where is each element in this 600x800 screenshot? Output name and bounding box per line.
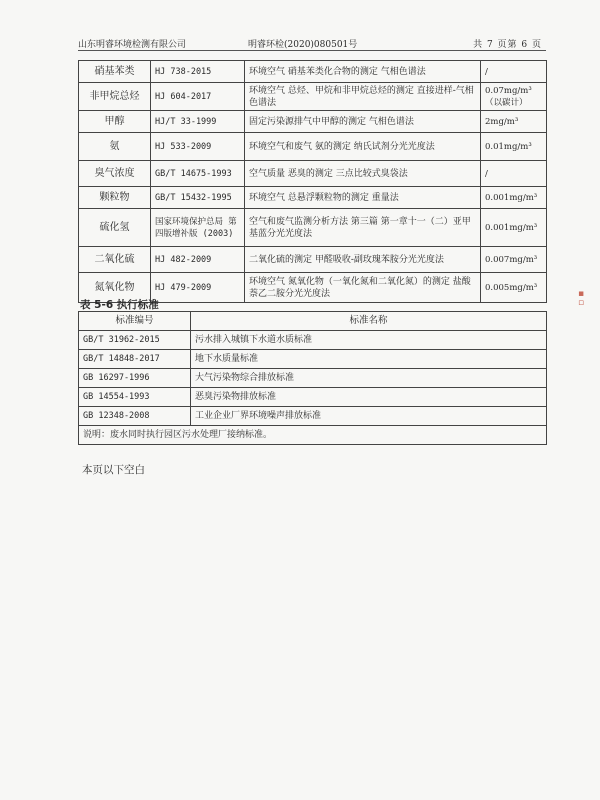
table-row (79, 247, 547, 273)
report-number: 明睿环检(2020)080501号 (248, 40, 358, 50)
company-name: 山东明睿环境检测有限公司 (78, 40, 187, 50)
standard-cell: 国家环境保护总局 第四版增补版 (2003) (151, 209, 245, 247)
note-row (79, 426, 547, 445)
table-row (79, 350, 547, 369)
item-cell: 非甲烷总烃 (79, 83, 151, 111)
standard-name: 污水排入城镇下水道水质标准 (191, 331, 547, 350)
standard-name: 恶臭污染物排放标准 (191, 388, 547, 407)
item-cell: 臭气浓度 (79, 161, 151, 187)
margin-mark: ▪ ▫ (578, 289, 585, 308)
table-row (79, 331, 547, 350)
standards-table (78, 311, 547, 445)
method-cell: 环境空气 总悬浮颗粒物的测定 重量法 (245, 187, 481, 209)
table-row (79, 61, 547, 83)
table-row (79, 209, 547, 247)
standard-code: GB/T 14848-2017 (79, 350, 191, 369)
standard-name: 地下水质量标准 (191, 350, 547, 369)
table-row (79, 111, 547, 133)
standard-cell: HJ 604-2017 (151, 83, 245, 111)
methods-table (78, 60, 547, 303)
standard-code: GB 16297-1996 (79, 369, 191, 388)
page-number: 共 7 页第 6 页 (473, 40, 542, 50)
method-cell: 空气和废气监测分析方法 第三篇 第一章十一（二）亚甲基蓝分光光度法 (245, 209, 481, 247)
standard-code: GB 14554-1993 (79, 388, 191, 407)
table-row (79, 369, 547, 388)
item-cell: 氮氧化物 (79, 273, 151, 303)
standard-code: GB/T 31962-2015 (79, 331, 191, 350)
header-code: 标准编号 (79, 312, 191, 331)
limit-cell: 0.07mg/m³（以碳计） (481, 83, 547, 111)
standard-cell: HJ 533-2009 (151, 133, 245, 161)
standard-cell: HJ 738-2015 (151, 61, 245, 83)
table-row (79, 388, 547, 407)
header-name: 标准名称 (191, 312, 547, 331)
standard-cell: HJ/T 33-1999 (151, 111, 245, 133)
table-row (79, 407, 547, 426)
table-row (79, 187, 547, 209)
limit-cell: 2mg/m³ (481, 111, 547, 133)
method-cell: 空气质量 恶臭的测定 三点比较式臭袋法 (245, 161, 481, 187)
item-cell: 硫化氢 (79, 209, 151, 247)
method-cell: 环境空气 总烃、甲烷和非甲烷总烃的测定 直接进样-气相色谱法 (245, 83, 481, 111)
standard-cell: HJ 482-2009 (151, 247, 245, 273)
standards-header-row (79, 312, 547, 331)
standards-note: 说明：废水同时执行园区污水处理厂接纳标准。 (79, 426, 547, 445)
limit-cell: 0.01mg/m³ (481, 133, 547, 161)
standard-code: GB 12348-2008 (79, 407, 191, 426)
limit-cell: 0.001mg/m³ (481, 209, 547, 247)
limit-cell: / (481, 161, 547, 187)
method-cell: 环境空气 硝基苯类化合物的测定 气相色谱法 (245, 61, 481, 83)
item-cell: 甲醇 (79, 111, 151, 133)
standard-name: 大气污染物综合排放标准 (191, 369, 547, 388)
item-cell: 二氧化硫 (79, 247, 151, 273)
blank-page-note: 本页以下空白 (82, 464, 145, 476)
method-cell: 二氧化硫的测定 甲醛吸收-副玫瑰苯胺分光光度法 (245, 247, 481, 273)
method-cell: 固定污染源排气中甲醇的测定 气相色谱法 (245, 111, 481, 133)
standards-caption: 表 5-6 执行标准 (80, 299, 159, 311)
table-row (79, 161, 547, 187)
standard-cell: GB/T 14675-1993 (151, 161, 245, 187)
item-cell: 氨 (79, 133, 151, 161)
limit-cell: 0.007mg/m³ (481, 247, 547, 273)
limit-cell: / (481, 61, 547, 83)
page-header (78, 30, 546, 51)
standard-cell: GB/T 15432-1995 (151, 187, 245, 209)
table-row (79, 133, 547, 161)
limit-cell: 0.005mg/m³ (481, 273, 547, 303)
standard-cell: HJ 479-2009 (151, 273, 245, 303)
item-cell: 颗粒物 (79, 187, 151, 209)
limit-cell: 0.001mg/m³ (481, 187, 547, 209)
standard-name: 工业企业厂界环境噪声排放标准 (191, 407, 547, 426)
table-row (79, 83, 547, 111)
item-cell: 硝基苯类 (79, 61, 151, 83)
method-cell: 环境空气 氮氧化物（一氧化氮和二氧化氮）的测定 盐酸萘乙二胺分光光度法 (245, 273, 481, 303)
method-cell: 环境空气和废气 氨的测定 纳氏试剂分光光度法 (245, 133, 481, 161)
